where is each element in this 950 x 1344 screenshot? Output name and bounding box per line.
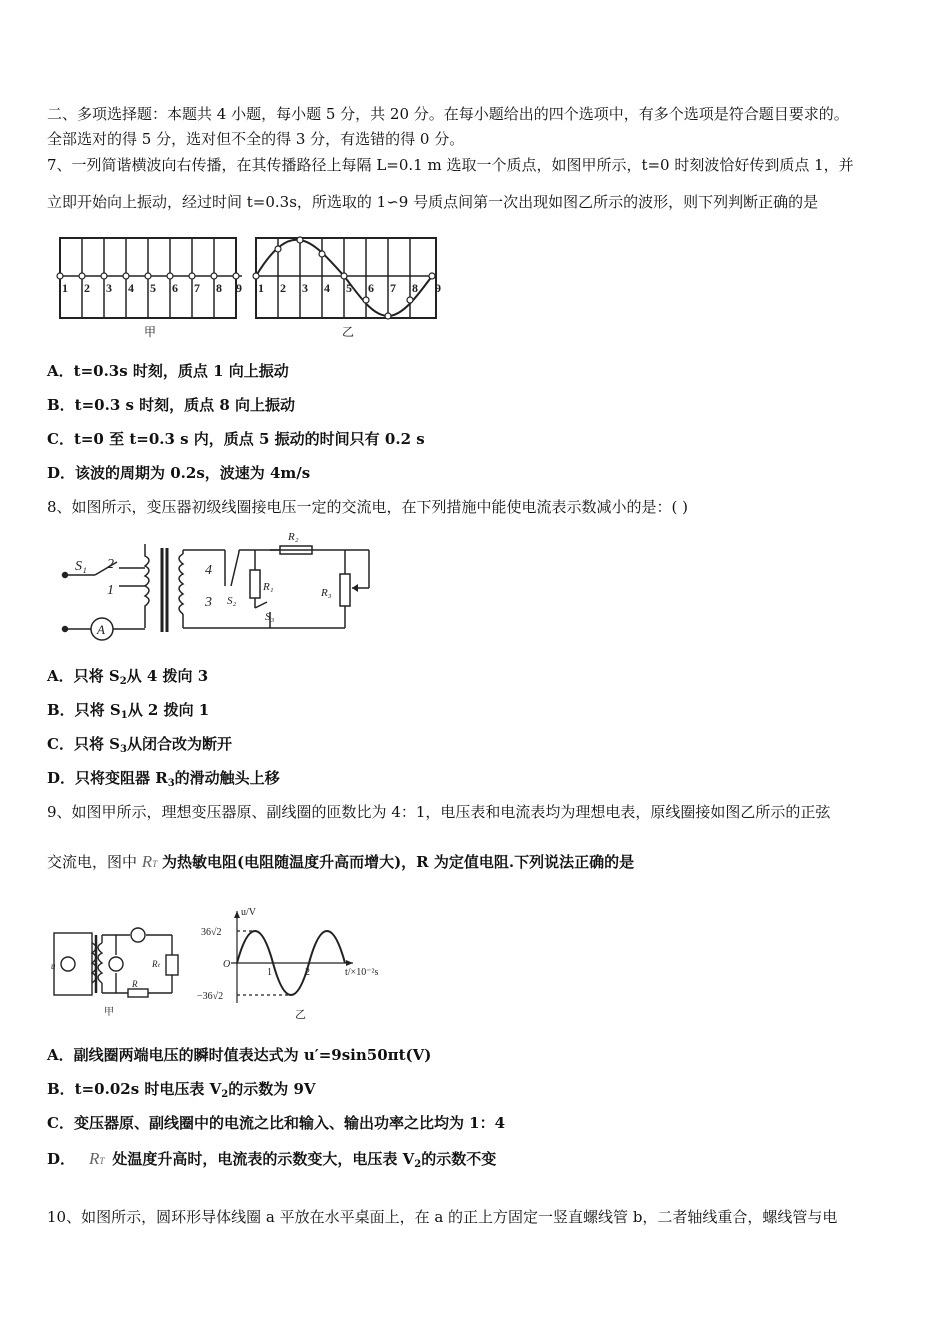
option-subscript: 3 <box>120 744 127 755</box>
q7-stem-line1: 7、一列简谐横波向右传播，在其传播路径上每隔 L=0.1 m 选取一个质点，如图甲所示，t=0 时刻波恰好传到质点 1，并 <box>47 156 854 174</box>
option-text: 的示数为 9V <box>228 1080 316 1098</box>
yi-point-label: 6 <box>368 281 374 295</box>
x-tick-2: 2 <box>305 967 310 978</box>
q9-option-d <box>47 1148 496 1170</box>
s1-label: S₁ <box>75 559 87 574</box>
q9-stem-line2 <box>47 851 634 872</box>
rt-symbol <box>89 1149 104 1168</box>
option-text: B．只将 S <box>47 701 121 719</box>
jia-point-label: 9 <box>236 281 242 295</box>
y-min-label: −36√2 <box>197 991 224 1002</box>
rt-letter: R <box>141 852 153 871</box>
stem-text: 为热敏电阻(电阻随温度升高而增大)，R 为定值电阻.下列说法正确的是 <box>161 853 635 871</box>
tap-4-label: 4 <box>205 563 212 578</box>
label-yi: 乙 <box>295 1009 306 1021</box>
ammeter-label: A <box>97 622 105 637</box>
jia-point-label: 4 <box>128 281 134 295</box>
x-axis-label: t/×10⁻²s <box>345 967 379 978</box>
option-text: D．只将变阻器 R <box>47 769 168 787</box>
q7-option-d: D．该波的周期为 0.2s，波速为 4m/s <box>47 464 311 482</box>
jia-point-label: 7 <box>194 281 200 295</box>
label-jia: 甲 <box>144 325 157 339</box>
q7-wave-figure <box>52 232 452 344</box>
q7-option-c: C．t=0 至 t=0.3 s 内，质点 5 振动的时间只有 0.2 s <box>47 430 425 448</box>
option-text: C．只将 S <box>47 735 120 753</box>
jia-point-label: 3 <box>106 281 112 295</box>
q9-stem-line1: 9、如图甲所示，理想变压器原、副线圈的匝数比为 4：1，电压表和电流表均为理想电表，原线圈接如图乙所示的正弦 <box>47 803 831 821</box>
jia-point-label: 6 <box>172 281 178 295</box>
q9-voltage-graph <box>195 903 405 1021</box>
yi-point-label: 2 <box>280 281 286 295</box>
y-max-label: 36√2 <box>201 927 222 938</box>
yi-point-label: 4 <box>324 281 330 295</box>
q8-option-a <box>47 665 208 687</box>
option-text: 从 4 拨向 3 <box>126 667 209 685</box>
q8-option-b <box>47 699 209 721</box>
yi-point-label: 5 <box>346 281 352 295</box>
option-text: 处温度升高时，电流表的示数变大，电压表 V <box>112 1150 415 1168</box>
source-u-label: u <box>51 961 56 971</box>
option-subscript: 1 <box>120 710 128 721</box>
origin-label: O <box>223 959 231 970</box>
s2-label: S₂ <box>227 595 237 607</box>
yi-point-label: 7 <box>390 281 396 295</box>
r3-label: R₃ <box>321 587 332 599</box>
option-text: 从 2 拨向 1 <box>127 701 210 719</box>
yi-point-label: 3 <box>302 281 308 295</box>
option-subscript: 2 <box>221 1089 229 1100</box>
option-subscript: 2 <box>414 1159 422 1170</box>
x-tick-1: 1 <box>267 967 272 978</box>
yi-point-label: 9 <box>435 281 441 295</box>
stem-text: 交流电，图中 <box>47 853 138 871</box>
label-jia: 甲 <box>104 1007 114 1018</box>
q7-option-a: A．t=0.3s 时刻，质点 1 向上振动 <box>47 362 289 380</box>
rt-subscript: T <box>99 1156 105 1166</box>
option-text: 的示数不变 <box>421 1150 497 1168</box>
y-axis-label: u/V <box>241 907 256 918</box>
jia-point-label: 8 <box>216 281 222 295</box>
option-text: B．t=0.02s 时电压表 V <box>47 1080 222 1098</box>
jia-point-label: 1 <box>62 281 68 295</box>
q8-option-d <box>47 767 280 789</box>
q8-stem: 8、如图所示，变压器初级线圈接电压一定的交流电，在下列措施中能使电流表示数减小的是：( ) <box>47 498 689 516</box>
r1-label: R₁ <box>263 581 274 593</box>
rt-label: Rₜ <box>152 959 161 969</box>
label-yi: 乙 <box>342 325 355 339</box>
option-subscript: 3 <box>167 778 175 789</box>
option-text: 的滑动触头上移 <box>174 769 280 787</box>
r-label: R <box>132 979 138 989</box>
q8-transformer-circuit <box>55 528 385 640</box>
q7-stem-line2: 立即开始向上振动，经过时间 t=0.3s，所选取的 1∽9 号质点间第一次出现如图乙所示的波形，则下列判断正确的是 <box>47 193 819 211</box>
tap-2-label: 2 <box>107 557 114 572</box>
tap-1-label: 1 <box>107 583 114 598</box>
option-subscript: 2 <box>119 676 127 687</box>
jia-point-label: 5 <box>150 281 156 295</box>
q10-stem-line1: 10、如图所示，圆环形导体线圈 a 平放在水平桌面上，在 a 的正上方固定一竖直螺线管 b，二者轴线重合，螺线管与电 <box>47 1208 838 1226</box>
q9-option-b <box>47 1078 316 1100</box>
jia-point-label: 2 <box>84 281 90 295</box>
r2-label: R₂ <box>288 531 299 543</box>
option-text: 从闭合改为断开 <box>126 735 232 753</box>
section-header-line2: 全部选对的得 5 分，选对但不全的得 3 分，有选错的得 0 分。 <box>47 130 465 148</box>
rt-symbol <box>142 852 157 871</box>
q7-option-b: B．t=0.3 s 时刻，质点 8 向上振动 <box>47 396 296 414</box>
q9-option-a: A．副线圈两端电压的瞬时值表达式为 u′=9sin50πt(V) <box>47 1046 432 1064</box>
yi-point-label: 1 <box>258 281 264 295</box>
rt-subscript: T <box>152 859 158 869</box>
tap-3-label: 3 <box>205 595 212 610</box>
q9-circuit-figure <box>50 925 190 1020</box>
q8-option-c <box>47 733 232 755</box>
option-text: A．只将 S <box>47 667 120 685</box>
rt-letter: R <box>89 1149 100 1168</box>
s3-label: S₃ <box>265 611 275 623</box>
q9-option-c: C．变压器原、副线圈中的电流之比和输入、输出功率之比均为 1：4 <box>47 1114 506 1132</box>
option-text: D． <box>47 1150 76 1168</box>
yi-point-label: 8 <box>412 281 418 295</box>
section-header-line1: 二、多项选择题：本题共 4 小题，每小题 5 分，共 20 分。在每小题给出的四个选项中，有多个选项是符合题目要求的。 <box>47 105 849 123</box>
